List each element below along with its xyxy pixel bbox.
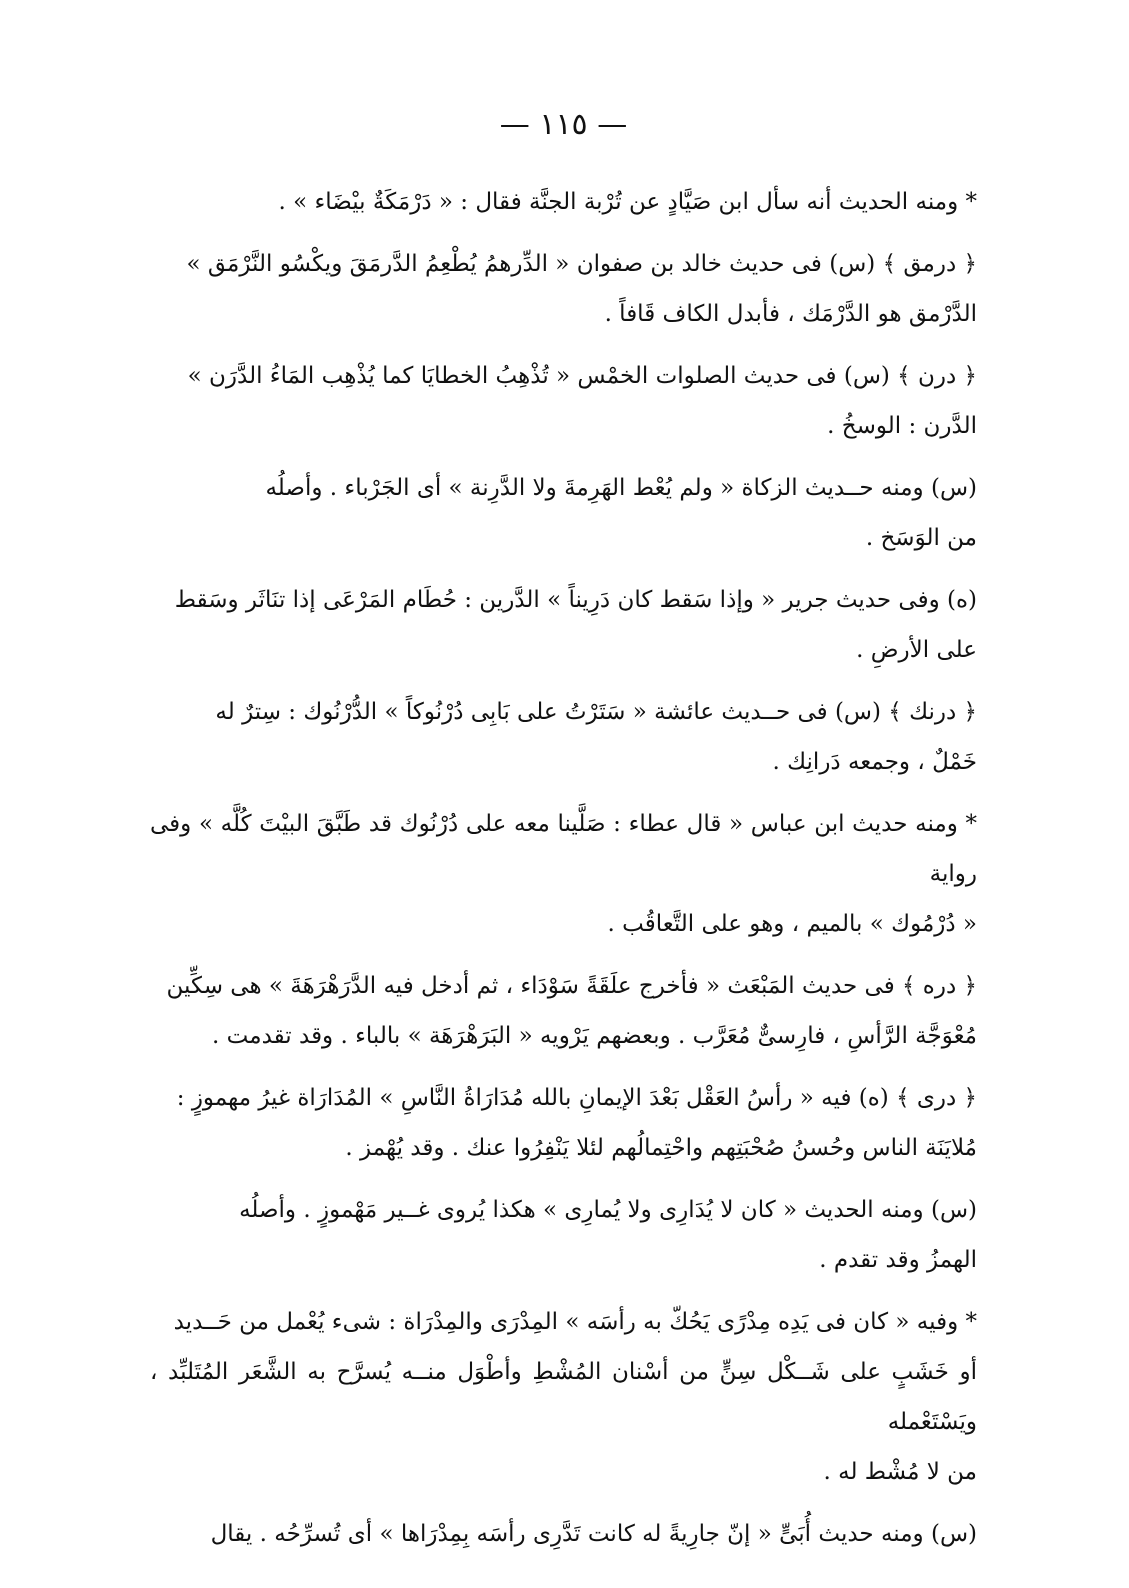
text-line: الهمزُ وقد تقدم . — [819, 1247, 977, 1273]
text-line: الدَّرْمق هو الدَّرْمَك ، فأبدل الكاف قَافاً . — [604, 301, 977, 327]
entry-paragraph — [150, 1185, 977, 1285]
text-line: خَمْلٌ ، وجمعه دَرانِك . — [772, 749, 977, 775]
entry-paragraph — [150, 1073, 977, 1173]
text-line: من الوَسَخ . — [865, 525, 977, 551]
entry-paragraph — [150, 1509, 977, 1559]
text-line: ﴿ درن ﴾ (س) فى حديث الصلوات الخمْس « تُذْهِبُ الخطايَا كما يُذْهِب المَاءُ الدَّرَن » — [187, 363, 977, 389]
entry-paragraph — [150, 1297, 977, 1497]
text-line: (س) ومنه الحديث « كان لا يُدَارِى ولا يُمارِى » هكذا يُروى غــير مَهْموزٍ . وأصلُه — [239, 1197, 977, 1223]
text-line: * ومنه الحديث أنه سأل ابن صَيَّادٍ عن تُرْبة الجنَّة فقال : « دَرْمَكَةٌ بيْضَاء » . — [278, 189, 977, 215]
text-line: (س) ومنه حديث أُبَىٍّ « إنّ جارِيةً له كانت تَدَّرِى رأسَه بِمِدْرَاها » أى تُسرِّحُه . يقال — [210, 1521, 977, 1547]
text-line: * وفيه « كان فى يَدِه مِدْرًى يَحُكّ به رأسَه » المِدْرَى والمِدْرَاة : شىء يُعْمل من حَــديد — [173, 1309, 977, 1335]
text-line: على الأرضِ . — [856, 637, 977, 663]
page-number: — ١١٥ — — [499, 107, 628, 142]
entry-paragraph — [150, 961, 977, 1061]
text-line: من لا مُشْط له . — [823, 1459, 977, 1485]
entry-paragraph — [150, 799, 977, 949]
text-line: مُلايَنَة الناس وحُسنُ صُحْبَتِهم واحْتِمالُهم لئلا يَنْفِرُوا عنك . وقد يُهْمز . — [345, 1135, 977, 1161]
entry-paragraph — [150, 575, 977, 675]
text-line: ﴿ درنك ﴾ (س) فى حــديث عائشة « سَتَرْتُ على بَابِى دُرْنُوكاً » الدُّرْنُوك : سِترٌ له — [215, 699, 977, 725]
text-line: ﴿ درمق ﴾ (س) فى حديث خالد بن صفوان « الدِّرهمُ يُطْعِمُ الدَّرمَقَ ويكْسُو النَّرْمَق » — [186, 251, 977, 277]
text-line: ﴿ دره ﴾ فى حديث المَبْعَث « فأخرج علَقَةً سَوْدَاء ، ثم أدخل فيه الدَّرَهْرَهَةَ » هى سِكِّين — [166, 973, 977, 999]
text-line: (ه) وفى حديث جرير « وإذا سَقط كان دَرِيناً » الدَّرين : حُطَام المَرْعَى إذا تنَاثَر وسَقط — [174, 587, 977, 613]
text-line: (س) ومنه حــديث الزكاة « ولم يُعْط الهَرِمةَ ولا الدَّرِنة » أى الجَرْباء . وأصلُه — [265, 475, 977, 501]
text-line: أو خَشَبٍ على شَــكْل سِنٍّ من أسْنان المُشْطِ وأطْوَل منــه يُسرَّح به الشَّعَر المُتَلبِّد ، ويَسْتَعْمله — [150, 1359, 977, 1435]
text-line: * ومنه حديث ابن عباس « قال عطاء : صَلَّينا معه على دُرْنُوك قد طَبَّقَ البيْتَ كُلَّه » وفى رواية — [150, 811, 977, 887]
page-body — [150, 105, 977, 1571]
text-line: ﴿ درى ﴾ (ه) فيه « رأسُ العَقْل بَعْدَ الإيمانِ بالله مُدَارَاةُ النَّاسِ » المُدَارَاة غيرُ مهموزٍ : — [176, 1085, 977, 1111]
entry-paragraph — [150, 463, 977, 563]
entry-paragraph — [150, 177, 977, 227]
text-line: الدَّرن : الوسخُ . — [827, 413, 977, 439]
entry-paragraph — [150, 351, 977, 451]
paragraph-list — [150, 177, 977, 1559]
entry-paragraph — [150, 239, 977, 339]
text-line: « دُرْمُوك » بالميم ، وهو على التَّعاقُب . — [607, 911, 977, 937]
entry-paragraph — [150, 687, 977, 787]
text-line: مُعْوَجَّة الرَّأسِ ، فارِسىٌّ مُعَرَّب . وبعضهم يَرْويه « البَرَهْرَهَة » بالباء . وقد تقدمت . — [212, 1023, 977, 1049]
